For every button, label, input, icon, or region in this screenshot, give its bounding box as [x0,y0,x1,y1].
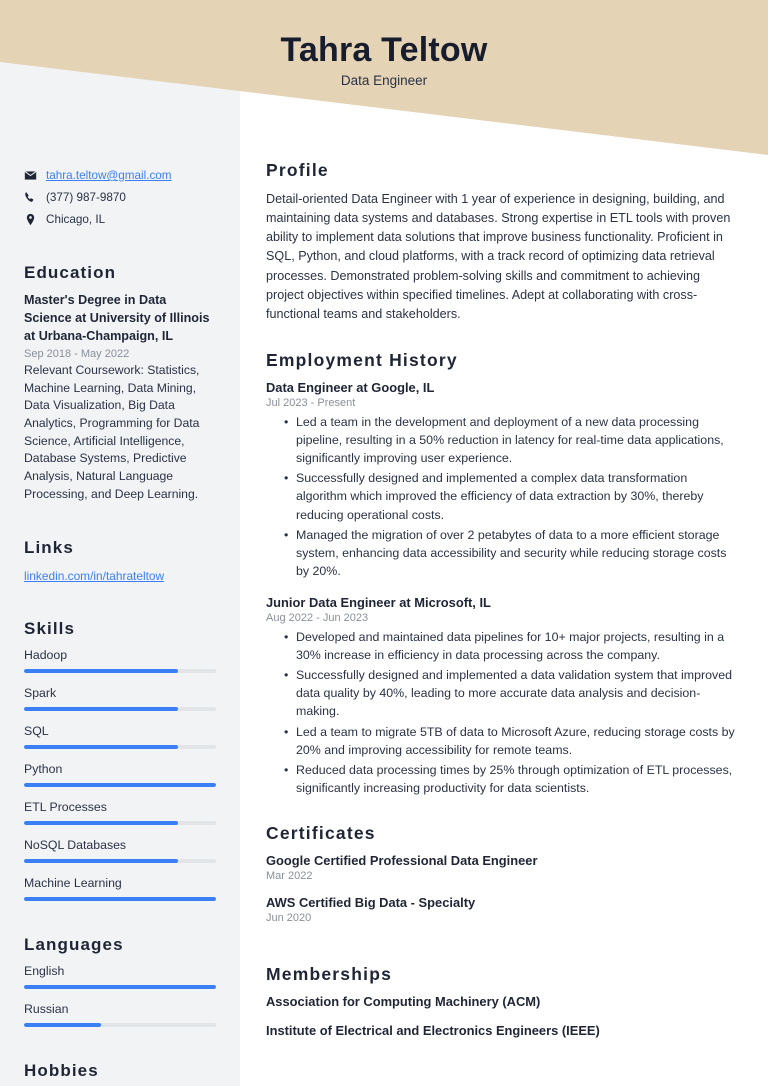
profile-section [266,160,738,324]
languages-heading: Languages [24,934,124,954]
skill-level-fill [24,821,178,825]
skills-list [24,648,216,901]
main-column [240,0,768,1086]
skill-label: Spark [24,685,57,700]
job-bullet: • Led a team to migrate 5TB of data to Microsoft Azure, reducing storage costs by 20% and improving accessibility for remote teams. [284,723,738,759]
employment-heading: Employment History [266,349,458,370]
hobbies-section [24,1061,216,1081]
skill-level-bar [24,707,216,711]
certificate-entry [266,895,738,924]
certificate-name: AWS Certified Big Data - Specialty [266,894,476,910]
skill-level-bar [24,669,216,673]
header-text-block [0,0,768,120]
envelope-icon [24,169,37,182]
profile-text: Detail-oriented Data Engineer with 1 year of experience in designing, building, and maintaining data systems and databases. Strong expertise in ETL tools with proven ability to implement data solutions that improve business functionality. Proficient in SQL, Python, and cloud platforms, with a track record of optimizing data retrieval processes. Demonstrated problem-solving skills and commitment to achieving project objectives within specified timelines. Adept at collaborating with cross-functional teams and stakeholders. [266,192,731,321]
language-level-bar [24,985,216,989]
skill-label: Machine Learning [24,875,122,890]
job-bullet: • Developed and maintained data pipelines for 10+ major projects, resulting in a 30% increase in efficiency in data processing across the company. [284,628,738,664]
links-heading: Links [24,537,74,557]
language-level-fill [24,1023,101,1027]
page-title: Tahra Teltow [280,30,488,69]
job-entry [266,380,738,580]
skill-level-bar [24,897,216,901]
location-text: Chicago, IL [46,212,106,226]
skill-level-bar [24,859,216,863]
phone-icon [24,191,37,204]
skills-section [24,619,216,901]
job-bullet: • Led a team in the development and deployment of a new data processing pipeline, resulting in a 50% reduction in latency for real-time data applications, significantly improving user experience. [284,413,738,467]
skill-item [24,762,216,787]
skill-level-bar [24,745,216,749]
contact-list [24,168,216,227]
job-title: Junior Data Engineer at Microsoft, IL [266,594,491,610]
contact-email-row [24,168,216,184]
phone-number: (377) 987-9870 [46,190,126,204]
language-level-fill [24,985,216,989]
education-title: Master's Degree in Data Science at University of Illinois at Urbana-Champaign, IL [24,293,210,344]
education-section [24,263,216,503]
certificates-list [266,853,738,924]
job-bullet: • Successfully designed and implemented a complex data transformation algorithm which improved the efficiency of data extraction by 30%, thereby reducing operational costs. [284,469,738,523]
skill-item [24,724,216,749]
skill-item [24,648,216,673]
skill-label: NoSQL Databases [24,837,127,852]
memberships-section [266,964,738,1038]
employment-section [266,350,738,797]
skills-heading: Skills [24,618,76,638]
job-bullet-list [266,628,738,797]
contact-location-row [24,212,216,228]
job-title-subtitle: Data Engineer [340,73,428,89]
education-entry [24,292,216,503]
certificates-heading: Certificates [266,822,376,843]
skill-level-fill [24,745,178,749]
memberships-heading: Memberships [266,963,393,984]
skill-level-fill [24,783,216,787]
skill-level-fill [24,859,178,863]
certificate-date: Mar 2022 [266,869,313,882]
certificates-section [266,823,738,924]
job-title: Data Engineer at Google, IL [266,379,435,395]
certificate-entry [266,853,738,882]
membership-entry: Institute of Electrical and Electronics Engineers (IEEE) [266,1022,600,1038]
language-label: Russian [24,1001,69,1016]
job-bullet: • Reduced data processing times by 25% through optimization of ETL processes, significantly increasing productivity for data scientists. [284,761,738,797]
hobbies-heading: Hobbies [24,1060,99,1080]
skill-level-bar [24,821,216,825]
map-pin-icon [24,213,37,226]
membership-entry: Association for Computing Machinery (ACM) [266,993,541,1009]
links-section [24,538,216,585]
language-label: English [24,963,65,978]
certificate-date: Jun 2020 [266,911,312,924]
certificate-name: Google Certified Professional Data Engineer [266,852,538,868]
contact-phone-row [24,190,216,206]
skill-label: Python [24,761,63,776]
linkedin-link[interactable]: linkedin.com/in/tahrateltow [24,568,165,583]
skill-level-fill [24,897,216,901]
skill-item [24,800,216,825]
education-date: Sep 2018 - May 2022 [24,348,130,361]
language-item [24,1002,216,1027]
skill-level-bar [24,783,216,787]
job-date: Aug 2022 - Jun 2023 [266,611,369,624]
language-item [24,964,216,989]
job-entry [266,595,738,797]
skill-label: SQL [24,723,49,738]
skill-level-fill [24,707,178,711]
skill-item [24,876,216,901]
job-bullet: • Successfully designed and implemented a data validation system that improved data quality by 40%, leading to more accurate data analysis and decision-making. [284,666,738,720]
skill-level-fill [24,669,178,673]
skill-label: Hadoop [24,647,68,662]
skill-item [24,686,216,711]
job-bullet: • Managed the migration of over 2 petabytes of data to a more efficient storage system, enhancing data accessibility and security while reducing storage costs by 20%. [284,526,738,580]
jobs-list [266,380,738,797]
education-description: Relevant Coursework: Statistics, Machine Learning, Data Mining, Data Visualization, Big Data Analytics, Programming for Data Science, Artificial Intelligence, Database Systems, Predictive Analysis, Natural Language Processing, and Deep Learning. [24,363,200,501]
languages-section [24,935,216,1027]
sidebar [0,0,240,1086]
job-bullet-list [266,413,738,580]
education-heading: Education [24,263,117,283]
skill-item [24,838,216,863]
job-date: Jul 2023 - Present [266,396,356,409]
profile-heading: Profile [266,160,329,180]
language-level-bar [24,1023,216,1027]
memberships-list [266,994,738,1038]
languages-list [24,964,216,1027]
skill-label: ETL Processes [24,799,107,814]
email-link[interactable]: tahra.teltow@gmail.com [46,169,172,182]
